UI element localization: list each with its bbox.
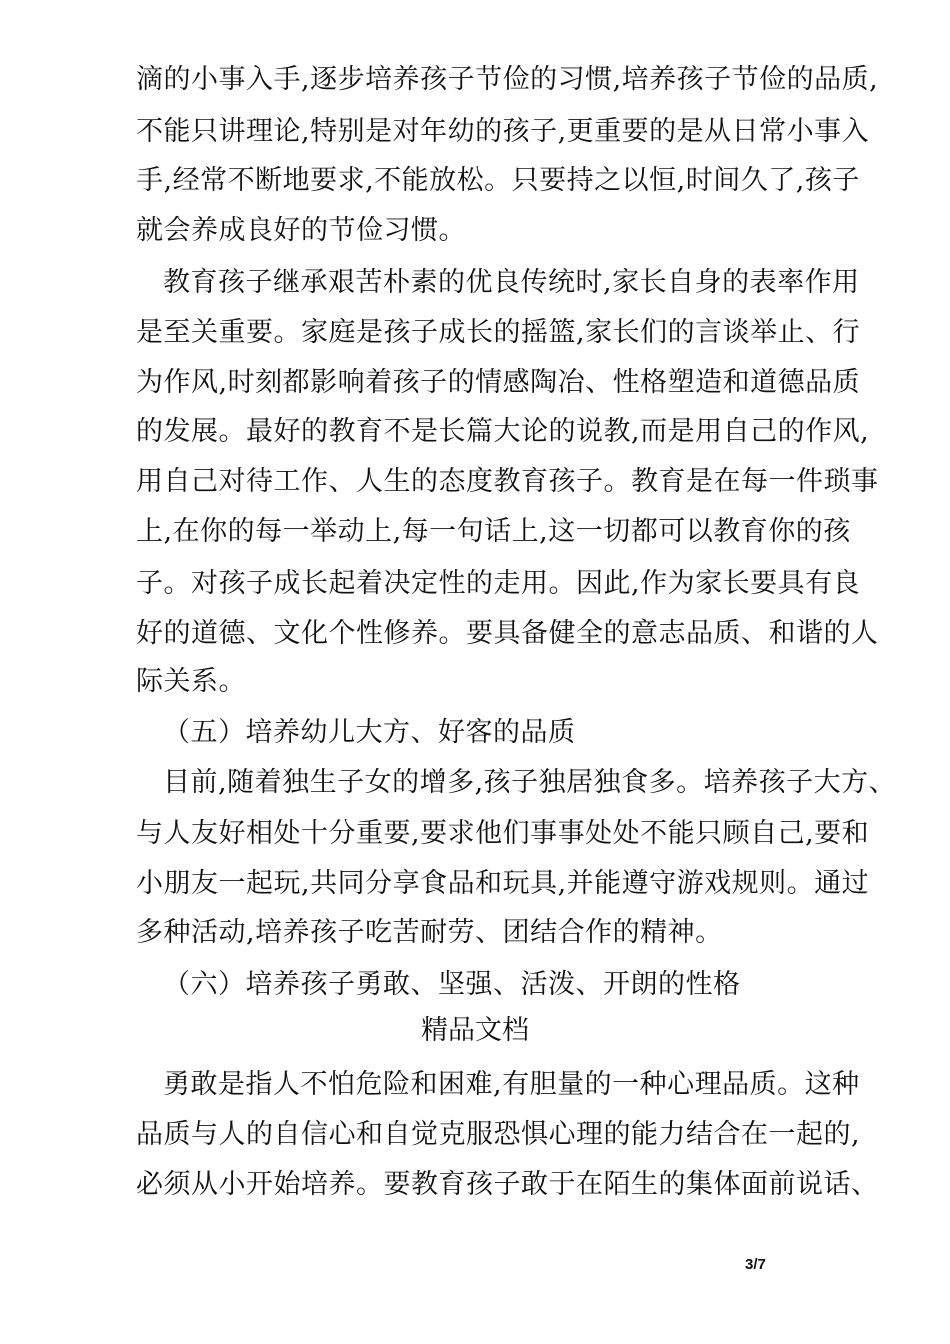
text-line: 勇敢是指人不怕危险和困难,有胆量的一种心理品质。这种 <box>163 1069 860 1100</box>
section-heading: （六）培养孩子勇敢、坚强、活泼、开朗的性格 <box>163 969 741 1000</box>
text-line: 教育孩子继承艰苦朴素的优良传统时,家长自身的表率作用 <box>163 267 860 298</box>
text-line: 多种活动,培养孩子吃苦耐劳、团结合作的精神。 <box>136 917 723 948</box>
text-line: 际关系。 <box>136 666 246 697</box>
text-line: 品质与人的自信心和自觉克服恐惧心理的能力结合在一起的, <box>136 1119 861 1150</box>
text-line: 不能只讲理论,特别是对年幼的孩子,更重要的是从日常小事入 <box>136 116 870 147</box>
text-line: 手,经常不断地要求,不能放松。只要持之以恒,时间久了,孩子 <box>136 165 860 196</box>
text-line: 是至关重要。家庭是孩子成长的摇篮,家长们的言谈举止、行 <box>136 317 861 348</box>
text-line: 必须从小开始培养。要教育孩子敢于在陌生的集体面前说话、 <box>136 1169 879 1200</box>
text-line: 目前,随着独生子女的增多,孩子独居独食多。培养孩子大方、 <box>163 767 897 798</box>
text-line: 的发展。最好的教育不是长篇大论的说教,而是用自己的作风, <box>136 416 870 447</box>
text-line: 好的道德、文化个性修养。要具备健全的意志品质、和谐的人 <box>136 618 879 649</box>
text-line: 就会养成良好的节俭习惯。 <box>136 215 466 246</box>
watermark-label: 精品文档 <box>421 1015 529 1046</box>
text-line: 与人友好相处十分重要,要求他们事事处处不能只顾自己,要和 <box>136 818 870 849</box>
text-line: 滴的小事入手,逐步培养孩子节俭的习惯,培养孩子节俭的品质, <box>136 64 879 95</box>
text-line: 上,在你的每一举动上,每一句话上,这一切都可以教育你的孩 <box>136 516 851 547</box>
section-heading: （五）培养幼儿大方、好客的品质 <box>163 717 576 748</box>
text-line: 用自己对待工作、人生的态度教育孩子。教育是在每一件琐事 <box>136 466 879 497</box>
text-line: 为作风,时刻都影响着孩子的情感陶冶、性格塑造和道德品质 <box>136 367 861 398</box>
text-line: 小朋友一起玩,共同分享食品和玩具,并能遵守游戏规则。通过 <box>136 868 870 899</box>
text-line: 子。对孩子成长起着决定性的走用。因此,作为家长要具有良 <box>136 568 861 599</box>
page-number: 3/7 <box>745 1256 766 1273</box>
